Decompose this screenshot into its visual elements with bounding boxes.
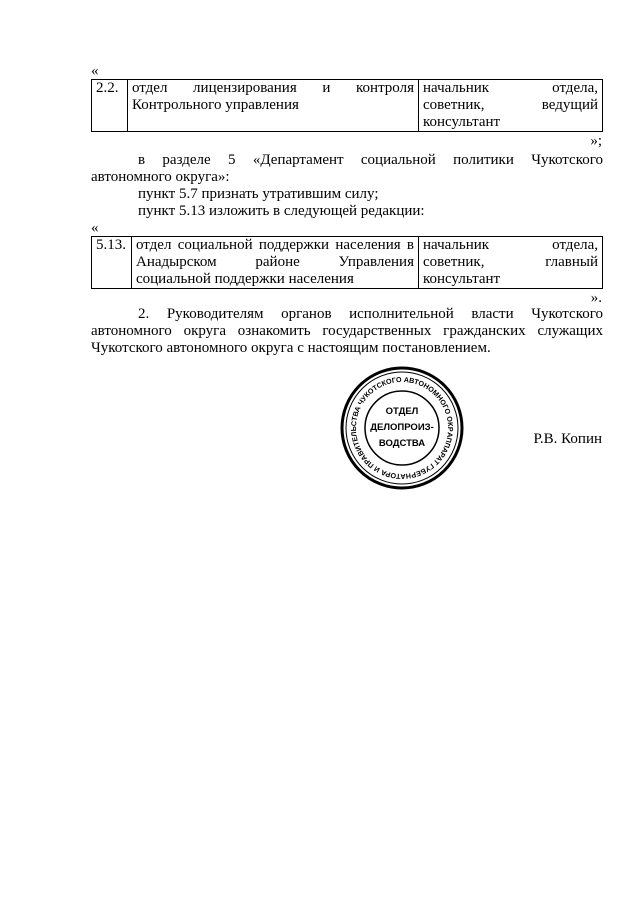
stamp-center-line: ОТДЕЛ <box>385 406 419 417</box>
section-paragraph-line: в разделе 5 «Департамент социальной политики Чукотского <box>138 152 603 168</box>
table-cell-department <box>132 237 419 289</box>
position-line: консультант <box>423 114 501 130</box>
table-cell-number <box>92 237 132 289</box>
table-cell-department <box>128 80 419 132</box>
stamp-center-line: ДЕЛОПРОИЗ- <box>370 422 434 433</box>
quote-open: « <box>91 220 99 236</box>
official-stamp <box>338 364 466 492</box>
department-line: социальной поддержки населения <box>136 271 354 287</box>
item-5-7: пункт 5.7 признать утратившим силу; <box>138 186 379 202</box>
quote-close: ». <box>590 290 602 306</box>
table-item-2-2 <box>91 79 603 132</box>
position-line: консультант <box>423 271 501 287</box>
item-5-13: пункт 5.13 изложить в следующей редакции: <box>138 203 425 219</box>
paragraph-2-line: 2. Руководителям органов исполнительной власти Чукотского <box>138 306 603 322</box>
item-number: 5.13. <box>96 237 126 253</box>
position-line: советник, главный <box>423 254 598 270</box>
table-item-5-13 <box>91 236 603 289</box>
department-line: Контрольного управления <box>132 97 299 113</box>
position-line: начальник отдела, <box>423 80 598 96</box>
position-line: советник, ведущий <box>423 97 598 113</box>
department-line: Анадырском районе Управления <box>136 254 414 270</box>
stamp-ring-text: АППАРАТ ГУБЕРНАТОРА И ПРАВИТЕЛЬСТВА ЧУКОТСКОГО АВТОНОМНОГО ОКРУГА <box>348 374 456 482</box>
table-row <box>92 80 603 132</box>
table-cell-number <box>92 80 128 132</box>
stamp-center-line: ВОДСТВА <box>378 438 426 449</box>
position-line: начальник отдела, <box>423 237 598 253</box>
quote-open: « <box>91 63 99 79</box>
section-paragraph-line: автономного округа»: <box>91 169 230 185</box>
item-number: 2.2. <box>96 80 119 96</box>
table-row <box>92 237 603 289</box>
paragraph-2-line: автономного округа ознакомить государственных гражданских служащих <box>91 323 603 339</box>
signature-name: Р.В. Копин <box>533 431 602 447</box>
department-line: отдел социальной поддержки населения в <box>136 237 414 253</box>
paragraph-2-line: Чукотского автономного округа с настоящим постановлением. <box>91 340 491 356</box>
department-line: отдел лицензирования и контроля <box>132 80 414 96</box>
table-cell-positions <box>419 80 603 132</box>
quote-close: »; <box>590 133 602 149</box>
table-cell-positions <box>419 237 603 289</box>
